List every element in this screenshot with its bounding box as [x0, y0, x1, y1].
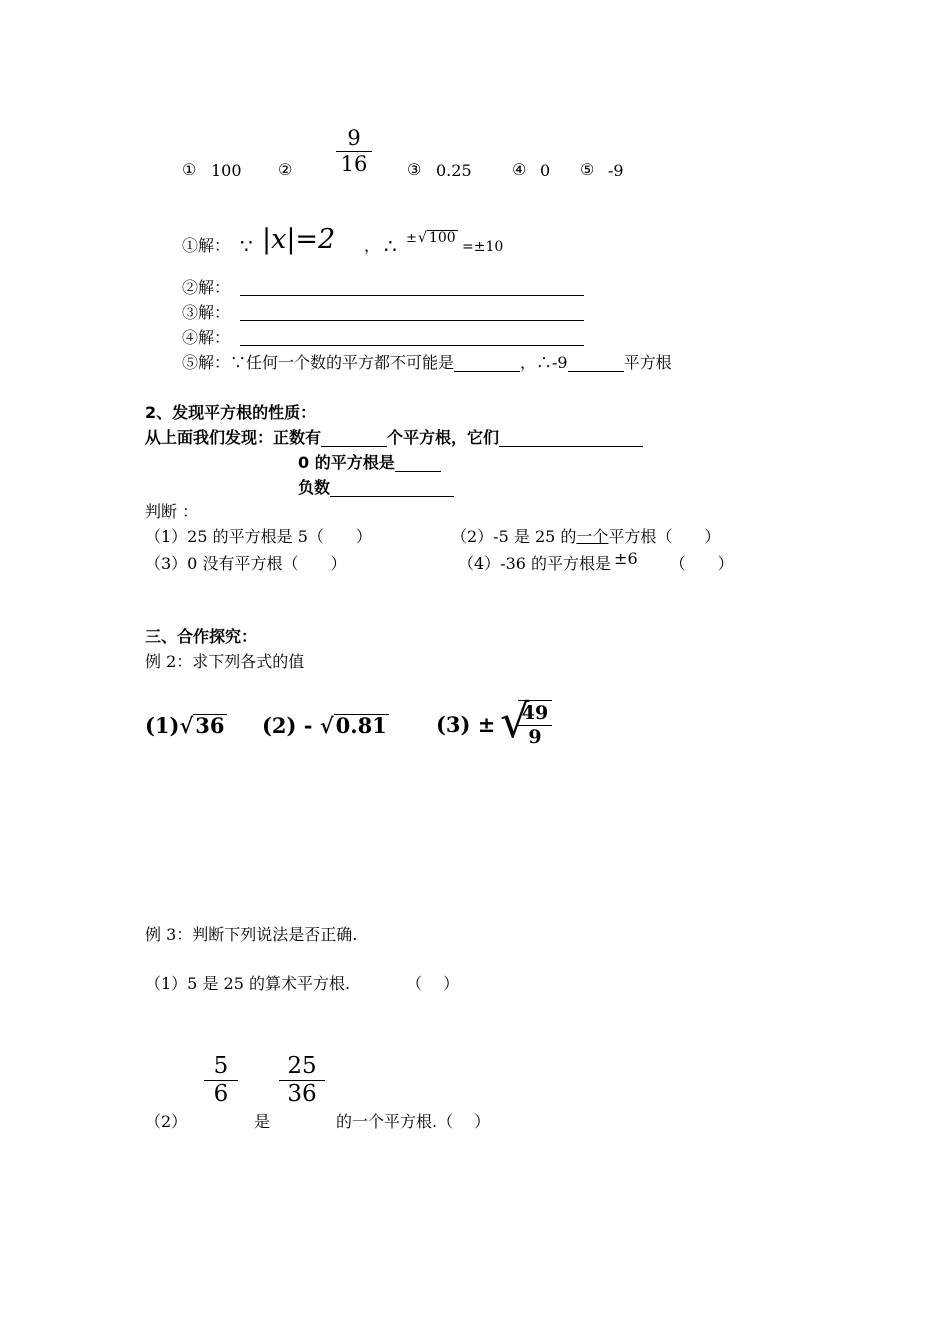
q2-fraction-25-36: [279, 1055, 325, 1106]
solution-4-blank[interactable]: [240, 345, 584, 346]
judge-q4: [458, 549, 734, 573]
part-2-radicand: 0.81: [335, 713, 387, 738]
comma: ，: [364, 236, 381, 255]
q2-numerator-2: 25: [287, 1053, 317, 1079]
line-2-text: 0 的平方根是: [298, 453, 395, 472]
item3-value: 0.25: [436, 161, 472, 180]
judge-q2-text-b: 平方根（ ）: [608, 527, 721, 546]
item5-value: -9: [608, 161, 624, 180]
example-2-part-3-label: (3) ±: [436, 712, 496, 737]
judge-q4-text-a: （4）-36 的平方根是: [458, 554, 612, 573]
judge-q2-underlined: 一个: [576, 527, 609, 546]
line-3-text: 负数: [298, 478, 331, 497]
solution-2-blank[interactable]: [240, 295, 584, 296]
part-3-fraction: [518, 700, 552, 747]
part-1-radicand: 36: [195, 713, 225, 738]
radical-sign-icon: √: [179, 713, 194, 738]
example-3-q1: （1）5 是 25 的算术平方根. （ ）: [145, 974, 460, 993]
plus-minus: ±: [406, 231, 417, 246]
judge-title: 判断 ：: [145, 502, 199, 521]
q2-is-text: 是: [254, 1112, 271, 1131]
part-1-label: (1): [145, 713, 180, 738]
therefore-symbol: ∴: [384, 234, 397, 258]
q2-denominator-2: 36: [287, 1081, 317, 1107]
section-2-line-1: [145, 430, 643, 447]
judge-q4-text-b: （ ）: [669, 554, 734, 573]
q2-tail-text: 的一个平方根.（ ）: [336, 1112, 491, 1131]
fraction-numerator: 9: [347, 126, 361, 150]
line-1-text-a: 从上面我们发现：正数有: [145, 428, 322, 447]
radical-sign-icon: √: [500, 694, 530, 748]
item3-marker: ③: [407, 160, 422, 179]
section-2-heading: 2、发现平方根的性质：: [145, 403, 317, 422]
solution-5-blank-2[interactable]: [568, 355, 624, 372]
item4-value: 0: [540, 161, 551, 180]
judge-q2: [451, 529, 720, 545]
sqrt-100: [418, 230, 458, 245]
section-2-line-2: [298, 455, 441, 472]
item2-fraction: [336, 128, 372, 175]
because-symbol: ∵: [240, 234, 253, 258]
judge-q4-pm-6: ±6: [614, 549, 638, 568]
result: =±10: [462, 239, 504, 255]
fraction-denominator: 16: [340, 152, 368, 176]
q2-numerator-1: 5: [213, 1053, 229, 1079]
count-blank[interactable]: [321, 430, 387, 447]
solution-1-label: ①解：: [182, 236, 231, 255]
part-2-label: (2) -: [262, 713, 313, 738]
section-3-heading: 三、合作探究：: [145, 627, 258, 646]
zero-root-blank[interactable]: [395, 455, 441, 472]
example-3-q2-label: （2）: [145, 1112, 188, 1131]
solution-5-text-1: ⑤解：∵任何一个数的平方都不可能是: [182, 353, 455, 372]
q2-fraction-5-6: [204, 1055, 238, 1106]
judge-q2-text-a: （2）-5 是 25 的: [451, 527, 577, 546]
solution-3-label: ③解：: [182, 303, 231, 322]
line-1-text-b: 个平方根，它们: [387, 428, 500, 447]
solution-5-blank-1[interactable]: [454, 355, 520, 372]
solution-5-text-3: 平方根: [623, 353, 672, 372]
negative-blank[interactable]: [330, 480, 454, 497]
item4-marker: ④: [512, 160, 527, 179]
property-blank[interactable]: [499, 430, 643, 447]
abs-equation: |x|=2: [262, 224, 336, 255]
example-3-title: 例 3：判断下列说法是否正确.: [145, 925, 358, 944]
example-2-part-1: [145, 714, 227, 736]
item1-marker: ①: [182, 160, 197, 179]
q2-denominator-1: 6: [213, 1081, 229, 1107]
solution-5-text-2: ，∴-9: [520, 353, 568, 372]
solution-5: [182, 355, 672, 372]
item2-marker: ②: [278, 160, 293, 179]
radicand: 100: [428, 230, 456, 246]
section-2-line-3: [298, 480, 454, 497]
judge-q3: （3）0 没有平方根（ ）: [145, 554, 347, 573]
example-2-title: 例 2：求下列各式的值: [145, 652, 305, 671]
part-3-denominator: 9: [528, 726, 542, 748]
item1-value: 100: [211, 161, 242, 180]
solution-4-label: ④解：: [182, 328, 231, 347]
radical-sign-icon: √: [418, 230, 427, 246]
item5-marker: ⑤: [580, 160, 595, 179]
solution-2-label: ②解：: [182, 278, 231, 297]
part-3-numerator: 49: [521, 702, 549, 724]
solution-3-blank[interactable]: [240, 320, 584, 321]
example-2-part-2: [262, 714, 389, 736]
judge-q1: （1）25 的平方根是 5（ ）: [145, 527, 372, 546]
radical-sign-icon: √: [319, 713, 334, 738]
